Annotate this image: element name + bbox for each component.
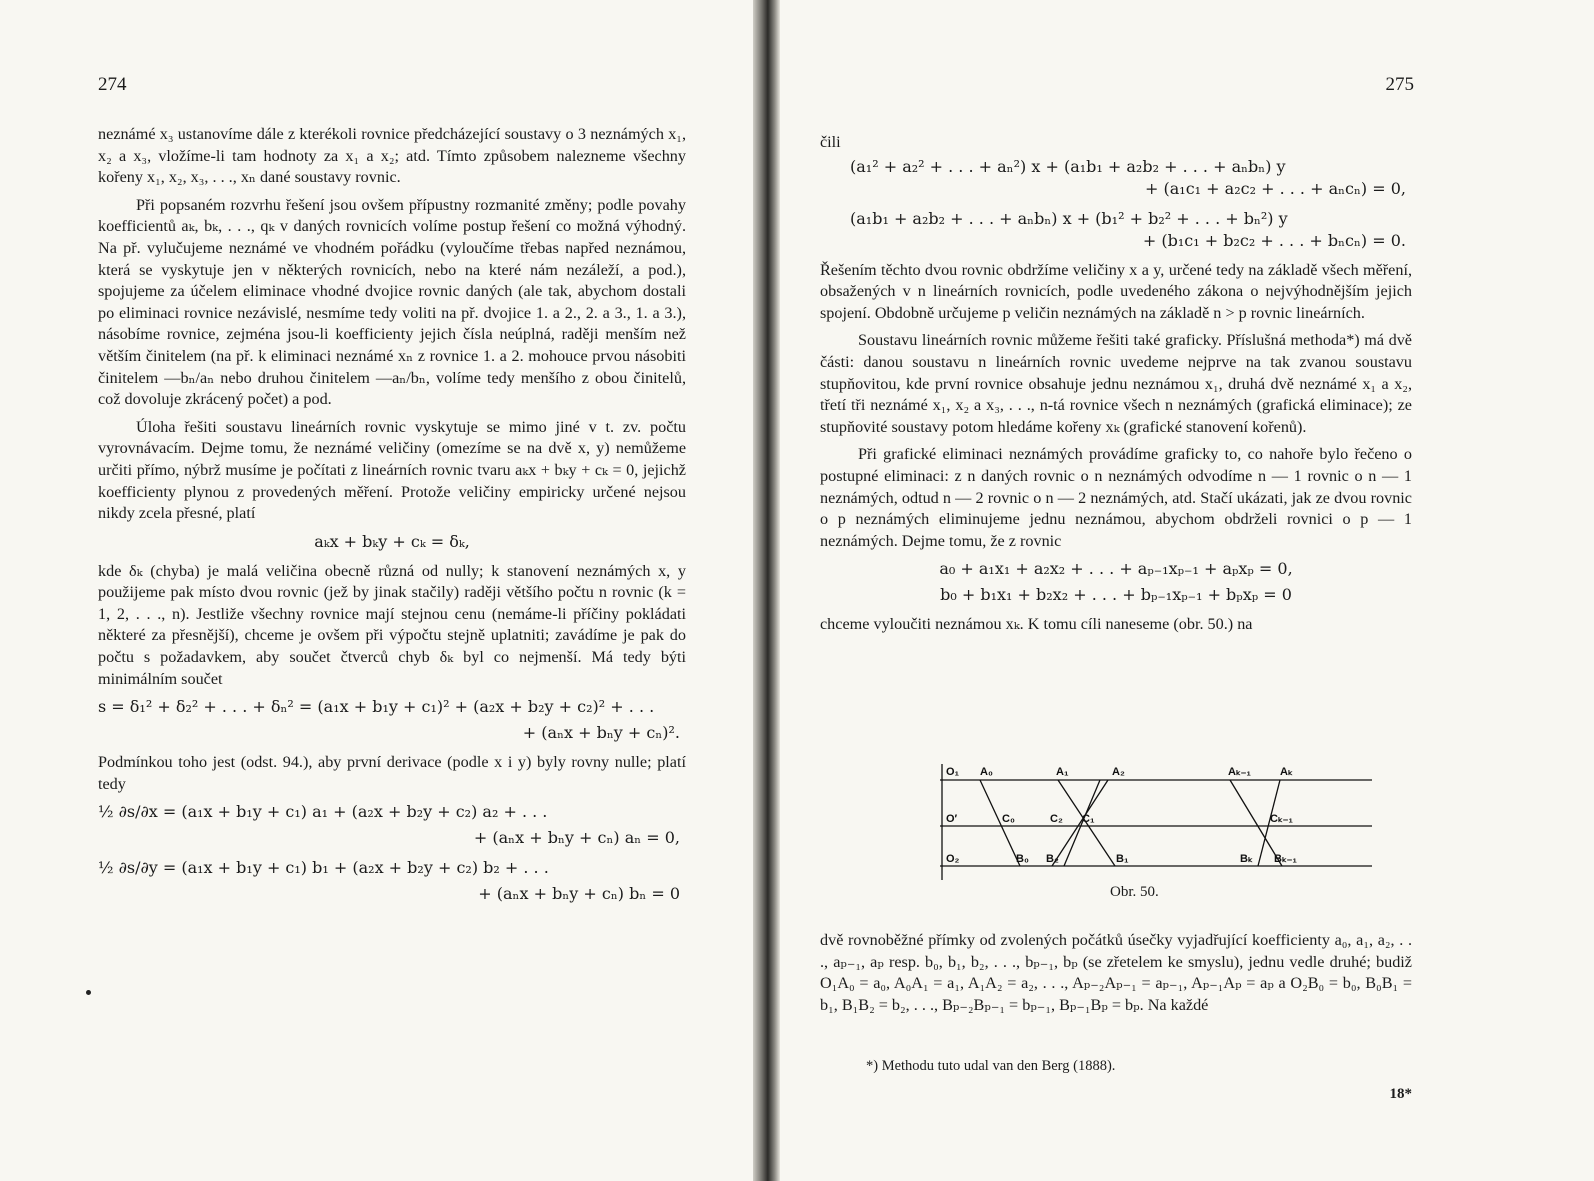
label-B2: B₂: [1046, 853, 1059, 865]
label-Ak1: Aₖ₋₁: [1228, 766, 1251, 778]
paragraph: neznámé x₃ ustanovíme dále z kterékoli rovnice předcházející soustavy o 3 neznámých x₁, x₂ a x₃, vložíme-li tam hodnoty za x₁ a x₂; atd. Tímto způsobem nalezneme všechny kořeny x₁, x₂, x₃, . . ., xₙ dané soustavy rovnic.: [98, 125, 686, 187]
right-page-number: 275: [1385, 74, 1414, 95]
signature-mark: 18*: [1389, 1086, 1412, 1102]
left-page-number: 274: [98, 74, 127, 95]
label-Ck1: Cₖ₋₁: [1270, 813, 1293, 825]
paragraph: kde δₖ (chyba) je malá veličina obecně různá od nully; k stanovení neznámých x, y použijeme pak místo dvou rovnic (jež by jinak stačily) raději většího počtu n rovnic (k = 1, 2, . . ., n). Jestliže všechny rovnice mají stejnou cenu (nemáme-li příčiny pokládati některé za přesnější), chceme je ovšem při výpočtu stejně uplatniti; zavádíme je pak do počtu s požadavkem, aby součet čtverců chyb δₖ byl co nejmenší. Má tedy býti minimálním součet: [98, 561, 686, 688]
equation: + (aₙx + bₙy + cₙ)².: [522, 723, 680, 743]
label-O1: O₁: [946, 766, 960, 778]
equation: aₖx + bₖy + cₖ = δₖ,: [314, 531, 470, 551]
equation: (a₁² + a₂² + . . . + aₙ²) x + (a₁b₁ + a₂b₂ + . . . + aₙbₙ) y: [850, 156, 1286, 176]
label-A2: A₂: [1112, 766, 1125, 778]
paragraph: Úloha řešiti soustavu lineárních rovnic vyskytuje se mimo jiné v t. zv. počtu vyrovnávacím. Dejme tomu, že neznámé veličiny (omezíme se na dvě x, y) nemůžeme určiti přímo, nýbrž musíme je počítati z lineárních rovnic tvaru aₖx + bₖy + cₖ = 0, jejichž koefficienty plynou z provedených měření. Protože veličiny empiricky určené nejsou nikdy zcela přesné, platí: [98, 417, 686, 523]
equation: + (b₁c₁ + b₂c₂ + . . . + bₙcₙ) = 0.: [1142, 230, 1406, 250]
paragraph: Podmínkou toho jest (odst. 94.), aby první derivace (podle x i y) byly rovny nulle; platí tedy: [98, 753, 686, 793]
figure-50-diagram: [940, 760, 1372, 890]
right-page: [780, 0, 1594, 1181]
paragraph: Soustavu lineárních rovnic můžeme řešiti také graficky. Příslušná methoda*) má dvě části: danou soustavu n lineárních rovnic uvedeme nejprve na tak zvanou soustavu stupňovitou, kde první rovnice obsahuje jednu neznámou x₁, druhá dvě neznámé x₁ a x₂, třetí tři neznámé x₁, x₂ a x₃, . . ., n-tá rovnice všech n neznámých (grafická eliminace); ze stupňovité soustavy potom hledáme kořeny xₖ (grafické stanovení kořenů).: [820, 331, 1412, 436]
equation: b₀ + b₁x₁ + b₂x₂ + . . . + bₚ₋₁xₚ₋₁ + bₚxₚ = 0: [940, 585, 1292, 605]
left-page: [0, 0, 775, 1181]
equation: a₀ + a₁x₁ + a₂x₂ + . . . + aₚ₋₁xₚ₋₁ + aₚxₚ = 0,: [939, 559, 1293, 579]
book-gutter: [753, 0, 780, 1181]
label-C2: C₂: [1050, 813, 1063, 825]
paragraph: Řešením těchto dvou rovnic obdržíme veličiny x a y, určené tedy na základě všech měření, obsažených v n lineárních rovnicích, podle uvedeného zákona o nejvýhodnějším jejich spojení. Obdobně určujeme p veličin neznámých na základě n > p rovnic lineárních.: [820, 260, 1412, 322]
equation: ½ ∂s/∂y = (a₁x + b₁y + c₁) b₁ + (a₂x + b₂y + c₂) b₂ + . . .: [98, 858, 549, 878]
label-Bk1: Bₖ₋₁: [1274, 853, 1297, 865]
paragraph: Při popsaném rozvrhu řešení jsou ovšem přípustny rozmanité změny; podle povahy koefficientů aₖ, bₖ, . . ., qₖ v daných rovnicích volíme postup řešení co možná výhodný. Na př. vylučujeme neznámé ve vhodném pořádku (vyloučíme třebas napřed neznámou, která se vyskytuje jen v některých rovnicích, nebo na které nám nezáleží, a pod.), spojujeme za účelem eliminace vhodné dvojice rovnic daných (ale tak, abychom dostali po eliminaci rovnice nezávislé, nesmíme tedy voliti na př. dvojice 1. a 2., 2. a 3., 1. a 3.), násobíme rovnice, zejména jsou-li koefficienty jejich čísla neúplná, raději menším než větším činitelem (na př. k eliminaci neznámé xₙ z rovnice 1. a 2. mohouce prvou násobiti činitelem —bₙ/aₙ nebo druhou činitelem —aₙ/bₙ, volíme tedy menšího z obou činitelů, což dovoluje zkrácený počet) a pod.: [98, 195, 686, 409]
label-A1: A₁: [1056, 766, 1069, 778]
equation: s = δ₁² + δ₂² + . . . + δₙ² = (a₁x + b₁y + c₁)² + (a₂x + b₂y + c₂)² + . . .: [98, 697, 655, 717]
label-Ak: Aₖ: [1280, 766, 1293, 778]
left-page-text: [98, 124, 686, 913]
equation: + (aₙx + bₙy + cₙ) aₙ = 0,: [473, 828, 680, 848]
label-B1: B₁: [1116, 853, 1129, 865]
figure-caption: Obr. 50.: [1110, 884, 1159, 900]
label-B0: B₀: [1016, 853, 1029, 865]
ink-dot: [86, 990, 91, 995]
label-A0: A₀: [980, 766, 993, 778]
paragraph: dvě rovnoběžné přímky od zvolených počátků úsečky vyjadřující koefficienty a₀, a₁, a₂, . . ., aₚ₋₁, aₚ resp. b₀, b₁, b₂, . . ., bₚ₋₁, bₚ (se zřetelem ke smyslu), jednu vedle druhé; budiž O₁A₀ = a₀, A₀A₁ = a₁, A₁A₂ = a₂, . . ., Aₚ₋₂Aₚ₋₁ = aₚ₋₁, Aₚ₋₁Aₚ = aₚ a O₂B₀ = b₀, B₀B₁ = b₁, B₁B₂ = b₂, . . ., Bₚ₋₂Bₚ₋₁ = bₚ₋₁, Bₚ₋₁Bₚ = bₚ. Na každé: [820, 931, 1412, 1014]
equation: ½ ∂s/∂x = (a₁x + b₁y + c₁) a₁ + (a₂x + b₂y + c₂) a₂ + . . .: [98, 802, 548, 822]
label-Bk: Bₖ: [1240, 853, 1253, 865]
paragraph: chceme vyloučiti neznámou xₖ. K tomu cíli naneseme (obr. 50.) na: [820, 615, 1253, 634]
label-C0: C₀: [1002, 813, 1015, 825]
paragraph: Při grafické eliminaci neznámých provádíme graficky to, co nahoře bylo řečeno o postupné eliminaci: z n daných rovnic o n neznámých odvodíme n — 1 rovnic o n — 1 neznámých, odtud n — 2 rovnic o n — 2 neznámých, atd. Stačí ukázati, jak ze dvou rovnic o p neznámých eliminujeme jednu neznámou, abychom obdrželi rovnici o p — 1 neznámých. Dejme tomu, že z rovnic: [820, 445, 1412, 550]
label-Oprime: O′: [946, 813, 958, 825]
equation: + (aₙx + bₙy + cₙ) bₙ = 0: [478, 884, 680, 904]
right-page-text-top: [820, 132, 1412, 642]
equation: (a₁b₁ + a₂b₂ + . . . + aₙbₙ) x + (b₁² + b₂² + . . . + bₙ²) y: [850, 208, 1288, 228]
label-O2: O₂: [946, 853, 960, 865]
equation: + (a₁c₁ + a₂c₂ + . . . + aₙcₙ) = 0,: [1145, 178, 1406, 198]
paragraph: čili: [820, 133, 841, 151]
label-C1: C₁: [1082, 813, 1095, 825]
footnote: *) Methodu tuto udal van den Berg (1888).: [866, 1058, 1116, 1074]
right-page-text-bottom: [820, 930, 1412, 1022]
